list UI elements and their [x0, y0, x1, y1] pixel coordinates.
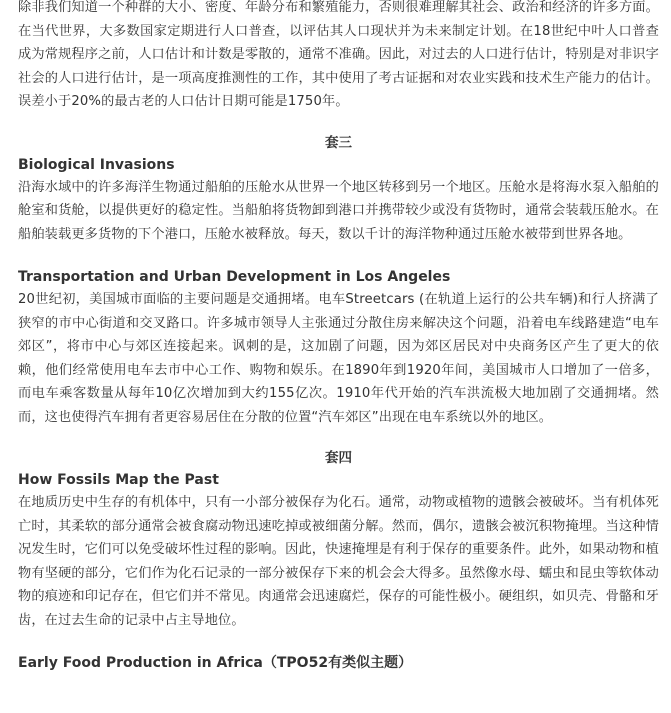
article-title-transportation-la: Transportation and Urban Development in Los Angeles — [18, 269, 451, 285]
article-title-fossils: How Fossils Map the Past — [18, 472, 219, 488]
article-title-early-food-production: Early Food Production in Africa（TPO52有类似主题） — [18, 655, 413, 671]
intro-paragraph: 除非我们知道一个种群的大小、密度、年龄分布和繁殖能力，否则很难理解其社会、政治和经济的许多方面。在当代世界，大多数国家定期进行人口普查，以评估其人口现状并为未来制定计划。在18世纪中叶人口普查成为常规程序之前，人口估计和计数是零散的，通常不准确。因此，对过去的人口进行估计，特别是对非识字社会的人口进行估计，是一项高度推测性的工作，其中使用了考古证据和对农业实践和技术生产能力的估计。误差小于20%的最古老的人口估计日期可能是1750年。 — [18, 0, 659, 109]
set-three-heading: 套三 — [325, 134, 352, 151]
article-body-fossils: 在地质历史中生存的有机体中，只有一小部分被保存为化石。通常，动物或植物的遗骸会被破坏。当有机体死亡时，其柔软的部分通常会被食腐动物迅速吃掉或被细菌分解。然而，偶尔，遗骸会被沉积物掩埋。当这种情况发生时，它们可以免受破坏性过程的影响。因此，快速掩埋是有利于保存的重要条件。此外，如果动物和植物有坚硬的部分，它们作为化石记录的一部分被保存下来的机会会大得多。虽然像水母、蠕虫和昆虫等软体动物的痕迹和印记存在，但它们并不常见。肉通常会迅速腐烂，保存的可能性极小。硬组织，如贝壳、骨骼和牙齿，在过去生命的记录中占主导地位。 — [18, 495, 659, 628]
set-four-heading: 套四 — [325, 450, 352, 466]
article-body-transportation-la: 20世纪初，美国城市面临的主要问题是交通拥堵。电车Streetcars (在轨道上运行的公共车辆)和行人挤满了狭窄的市中心街道和交叉路口。许多城市领导人主张通过分散住房来解决这个问题，沿着电车线路建造“电车郊区”，将市中心与郊区连接起来。讽刺的是，这加剧了问题，因为郊区居民对中央商务区产生了更大的依赖，他们经常使用电车去市中心工作、购物和娱乐。在1890年到1920年间，美国城市人口增加了一倍多，而电车乘客数量从每年10亿次增加到大约155亿次。1910年代开始的汽车洪流极大地加剧了交通拥堵。然而，这也使得汽车拥有者更容易居住在分散的位置“汽车郊区”出现在电车系统以外的地区。 — [18, 292, 659, 425]
article-body-biological-invasions: 沿海水域中的许多海洋生物通过船舶的压舱水从世界一个地区转移到另一个地区。压舱水是将海水泵入船舶的舱室和货舱，以提供更好的稳定性。当船舶将货物卸到港口并携带较少或没有货物时，通常会装载压舱水。在船舶装载更多货物的下个港口，压舱水被释放。每天，数以千计的海洋物种通过压舱水被带到世界各地。 — [18, 179, 659, 242]
spacer — [18, 632, 659, 652]
spacer — [18, 246, 659, 266]
article-title-biological-invasions: Biological Invasions — [18, 156, 175, 173]
